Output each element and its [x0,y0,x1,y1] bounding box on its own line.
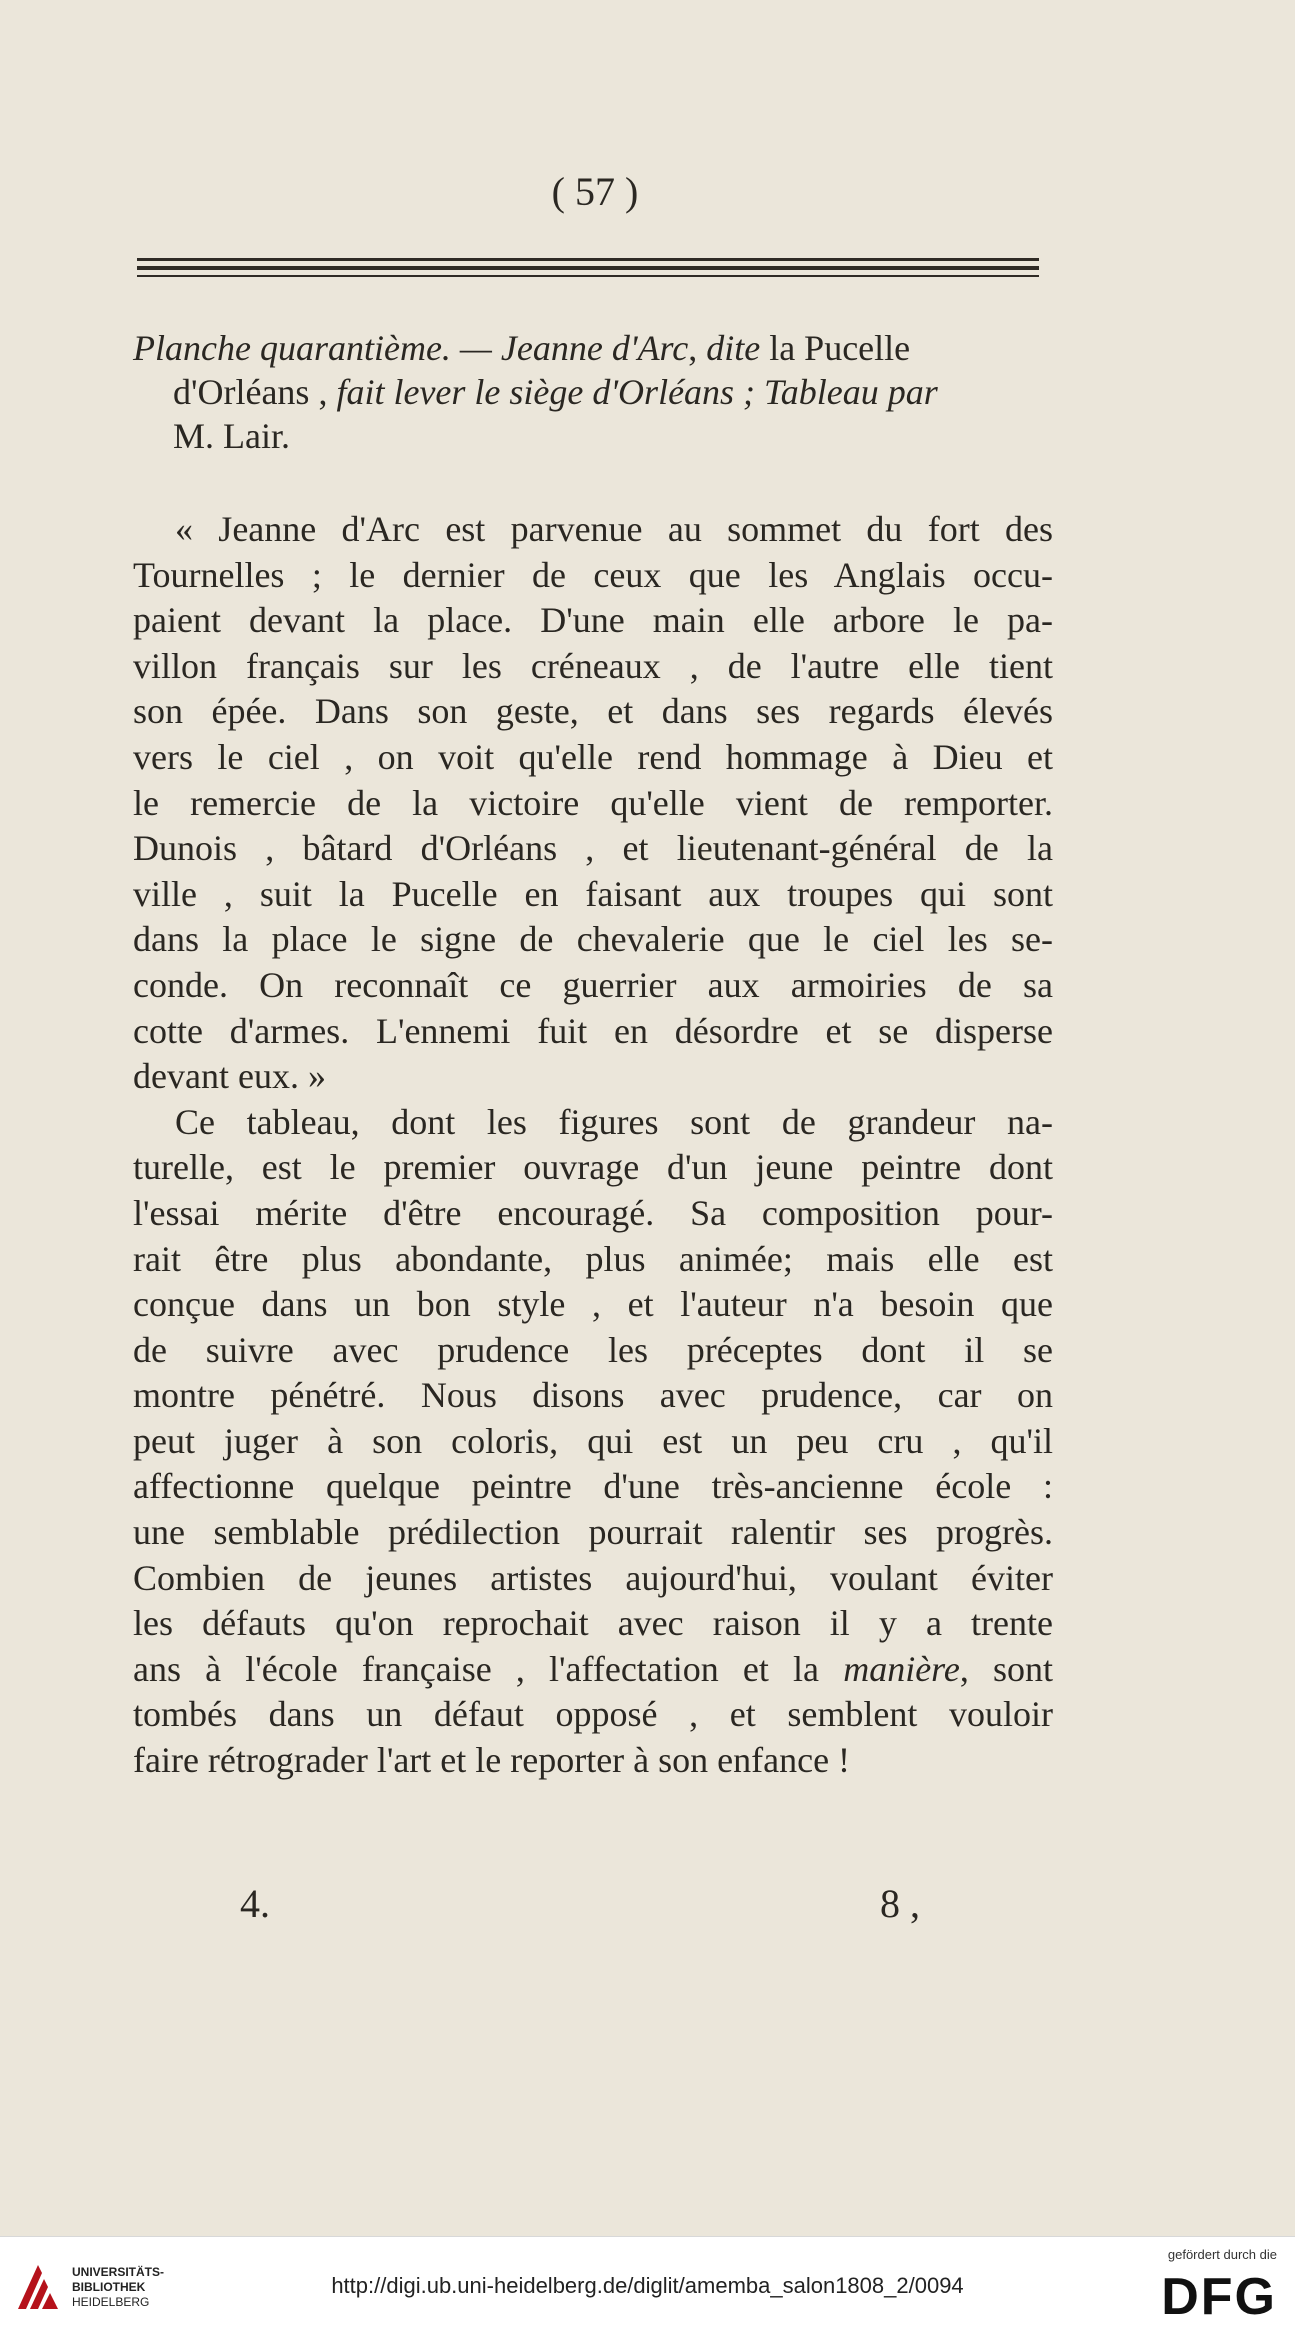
text-line: conçue dans un bon style , et l'auteur n'a besoin que [133,1284,1053,1325]
caption-italic: fait lever le siège d'Orléans ; Tableau par [336,372,938,412]
text-line: Tournelles ; le dernier de ceux que les Anglais occu- [133,554,1053,595]
text-line: affectionne quelque peintre d'une très-ancienne école : [133,1466,1053,1507]
text-line: Ce tableau, dont les figures sont de grandeur na- [175,1101,1053,1142]
text-line: les défauts qu'on reprochait avec raison il y a trente [133,1603,1053,1644]
text-line: tombés dans un défaut opposé , et semblent vouloir [133,1694,1053,1735]
text-line: une semblable prédilection pourrait ralentir ses progrès. [133,1512,1053,1553]
text-line: vers le ciel , on voit qu'elle rend hommage à Dieu et [133,736,1053,777]
caption-roman: la Pucelle [760,328,911,368]
text-line: son épée. Dans son geste, et dans ses regards élevés [133,691,1053,732]
signature-mark-right: 8 , [880,1881,920,1926]
text-line: l'essai mérite d'être encouragé. Sa composition pour- [133,1192,1053,1233]
signature-mark-left: 4. [240,1881,270,1926]
text-line: de suivre avec prudence les préceptes dont il se [133,1329,1053,1370]
dfg-logo: DFG [1161,2268,1277,2326]
text-segment: , sont [959,1648,1054,1689]
text-line [133,1647,1053,1693]
page-number: ( 57 ) [551,169,639,214]
text-line: villon français sur les créneaux , de l'autre elle tient [133,645,1053,686]
text-line: cotte d'armes. L'ennemi fuit en désordre et se disperse [133,1010,1053,1051]
text-line: conde. On reconnaît ce guerrier aux armoiries de sa [133,964,1053,1005]
text-segment: ans à l'école française , l'affectation et la [133,1648,820,1689]
text-line: Dunois , bâtard d'Orléans , et lieutenant-général de la [133,828,1053,869]
header-rule [137,258,1039,261]
uni-name-line: HEIDELBERG [72,2295,150,2309]
text-line: Combien de jeunes artistes aujourd'hui, voulant éviter [133,1557,1053,1598]
caption-italic: Planche quarantième. — Jeanne d'Arc [133,328,689,368]
text-line: rait être plus abondante, plus animée; mais elle est [133,1238,1053,1279]
uni-name-line: UNIVERSITÄTS- [72,2265,165,2279]
caption-italic: dite [706,328,761,368]
text-segment-italic: manière [843,1648,960,1689]
plate-caption [133,326,1053,458]
text-line: montre pénétré. Nous disons avec prudence, car on [133,1375,1053,1416]
text-line: faire rétrograder l'art et le reporter à son enfance ! [133,1740,851,1781]
body-text [133,507,1053,1784]
text-line: peut juger à son coloris, qui est un peu cru , qu'il [133,1420,1053,1461]
text-line: paient devant la place. D'une main elle arbore le pa- [133,600,1053,641]
funding-label: gefördert durch die [1167,2247,1277,2262]
text-line: ville , suit la Pucelle en faisant aux troupes qui sont [133,873,1053,914]
uni-name-line: BIBLIOTHEK [72,2280,146,2294]
caption-sep: , [688,328,707,368]
footer-bar [0,2236,1295,2336]
text-line: « Jeanne d'Arc est parvenue au sommet du fort des [175,509,1053,549]
text-line: devant eux. » [133,1056,326,1097]
caption-roman: M. Lair. [173,416,290,456]
header-rule [137,266,1039,270]
source-url[interactable]: http://digi.ub.uni-heidelberg.de/diglit/amemba_salon1808_2/0094 [331,2273,964,2298]
header-rule [137,275,1039,277]
caption-roman: d'Orléans , [173,372,328,412]
text-line: dans la place le signe de chevalerie que le ciel les se- [133,919,1053,960]
text-line: le remercie de la victoire qu'elle vient de remporter. [133,782,1053,823]
text-line: turelle, est le premier ouvrage d'un jeune peintre dont [133,1147,1053,1188]
